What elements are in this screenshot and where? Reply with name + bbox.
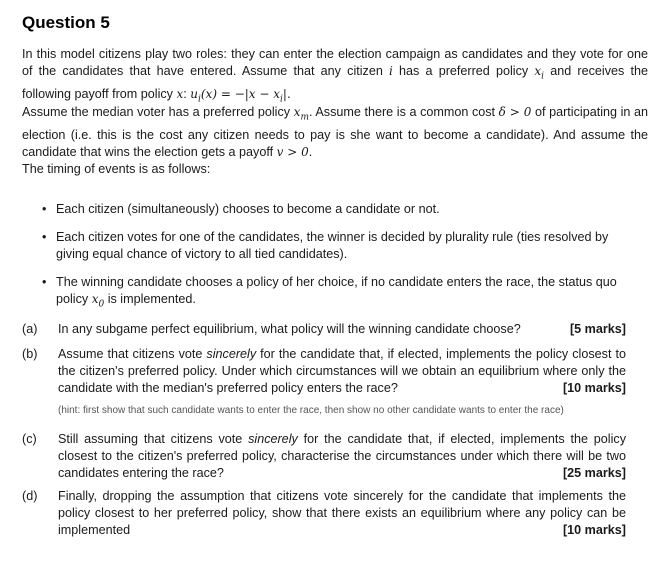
question-d: (d) Finally, dropping the assumption that citizens vote sincerely for the candidate that implements the policy closest to her preferred policy, show that there exists an equilibrium where any policy can be implemented [10 marks]	[22, 489, 626, 537]
question-title: Question 5	[22, 13, 110, 32]
bullet-item-3: • The winning candidate chooses a policy of her choice, if no candidate enters the race, the status quo policy $x_0$ is implemented.	[42, 275, 617, 310]
question-a: (a) In any subgame perfect equilibrium, what policy will the winning candidate choose? [5 marks]	[22, 322, 626, 336]
question-a-label: (a)	[22, 322, 38, 336]
intro-paragraph-2: Assume the median voter has a preferred policy $x_m$. Assume there is a common cost δ > 0 of participating in an election (i.e. this is the cost any citizen needs to pay is she want to become a candidate). And assume the candidate that wins the election gets a payoff v > 0.	[22, 105, 649, 159]
timing-intro: The timing of events is as follows:	[22, 162, 211, 176]
intro-paragraph-1: In this model citizens play two roles: they can enter the election campaign as candidates and they vote for one of the candidates that have entered. Assume that any citizen i has a preferred policy $x_i$ and receives the following payoff from policy x: $u_i(x) = -|x - x_i|$.	[22, 47, 648, 105]
bullet-item-1: • Each citizen (simultaneously) chooses to become a candidate or not.	[42, 202, 440, 216]
question-d-marks: [10 marks]	[562, 523, 626, 537]
bullet-dot-icon: •	[42, 275, 47, 289]
question-b-marks: [10 marks]	[562, 381, 626, 395]
question-b-hint: (hint: first show that such candidate wants to enter the race, then show no other candidate wants to enter the race)	[58, 405, 564, 416]
question-c: (c) Still assuming that citizens vote sincerely for the candidate that, if elected, implements the policy closest to the citizen's preferred policy, characterise the circumstances under which there will be two candidates entering the race? [25 marks]	[22, 432, 626, 480]
question-b-label: (b)	[22, 347, 38, 361]
bullet-dot-icon: •	[42, 230, 47, 244]
bullet-dot-icon: •	[42, 202, 47, 216]
question-c-label: (c)	[22, 432, 37, 446]
question-a-marks: [5 marks]	[569, 322, 626, 336]
question-c-marks: [25 marks]	[562, 466, 626, 480]
bullet-item-2: • Each citizen votes for one of the candidates, the winner is decided by plurality rule (ties resolved by giving equal chance of victory to all tied candidates).	[42, 230, 609, 261]
question-b: (b) Assume that citizens vote sincerely for the candidate that, if elected, implements the policy closest to the citizen's preferred policy. Under which circumstances will we obtain an equilibrium where only the candidate with the median's preferred policy enters the race? [10 marks]	[22, 347, 626, 395]
question-d-label: (d)	[22, 489, 38, 503]
